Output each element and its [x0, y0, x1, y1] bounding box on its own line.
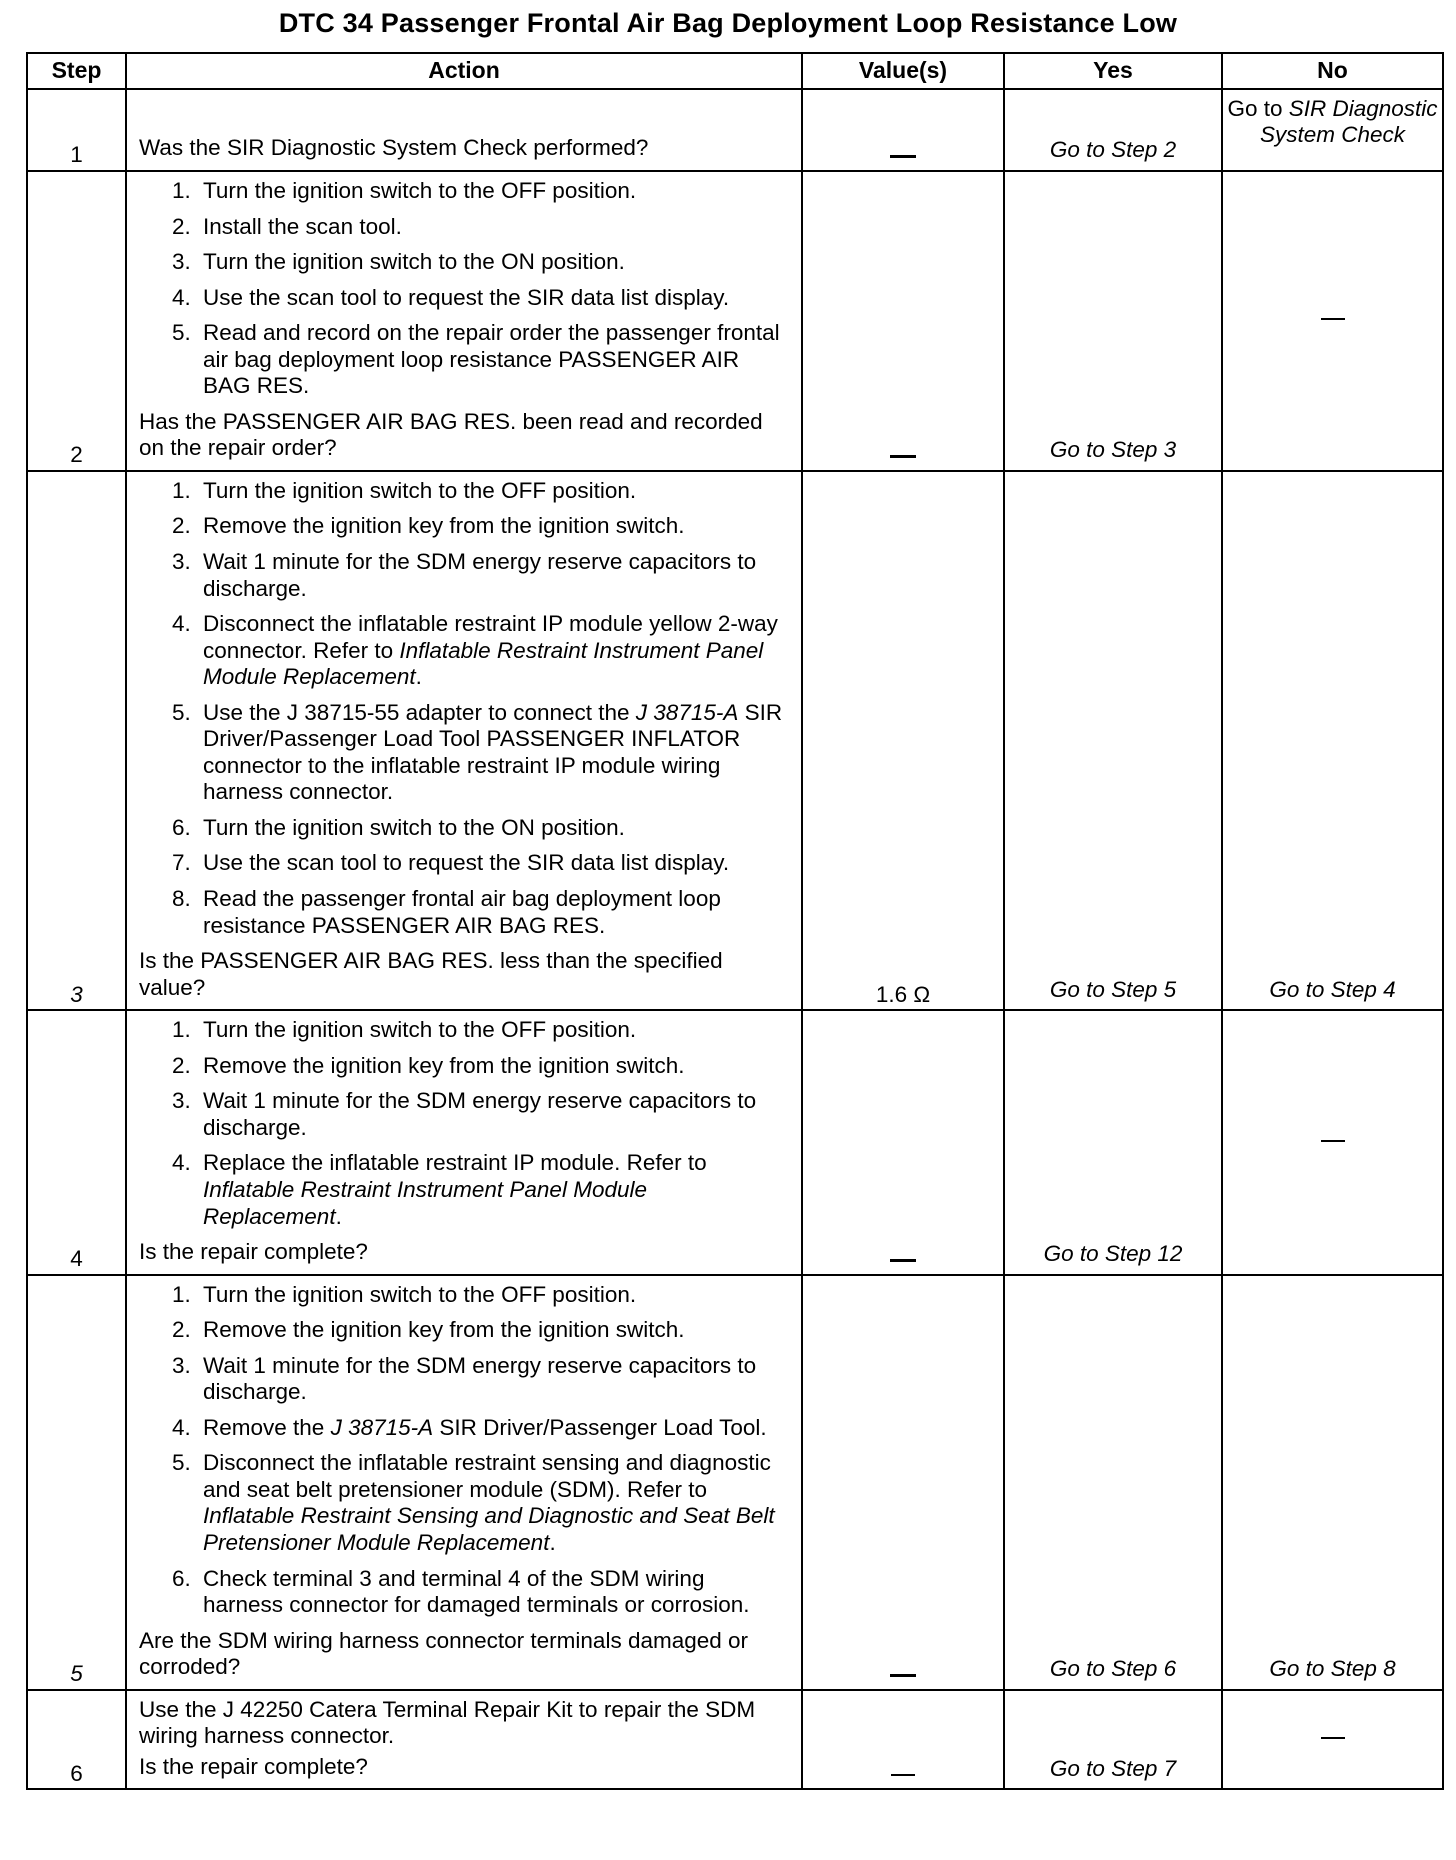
table-row-step-6	[27, 1690, 1443, 1790]
question-text: Has the PASSENGER AIR BAG RES. been read and recorded on the repair order?	[139, 408, 763, 461]
list-item: 6. Check terminal 3 and terminal 4 of the SDM wiring harness connector for damaged terminals or corrosion.	[197, 1566, 789, 1619]
step-number: 4	[27, 1010, 126, 1274]
header-step: Step	[27, 53, 126, 89]
yes-cell: Go to Step 7	[1004, 1690, 1222, 1790]
table-row-step-3	[27, 471, 1443, 1010]
value-cell: 1.6 Ω	[802, 471, 1004, 1010]
list-item	[197, 1150, 789, 1230]
list-item	[197, 611, 789, 691]
dash-mark	[1321, 1140, 1345, 1142]
question-text: Is the repair complete?	[139, 1753, 368, 1779]
tool-reference: J 38715-A	[330, 1414, 434, 1440]
no-cell	[1222, 89, 1443, 171]
yes-cell: Go to Step 2	[1004, 89, 1222, 171]
action-cell	[126, 1010, 802, 1274]
list-item	[197, 1415, 789, 1442]
list-item: 2. Remove the ignition key from the ignition switch.	[197, 1317, 789, 1344]
list-item: 3. Wait 1 minute for the SDM energy reserve capacitors to discharge.	[197, 1353, 789, 1406]
item-text: Remove the	[203, 1414, 331, 1440]
procedure-list	[139, 478, 789, 939]
header-row	[27, 53, 1443, 89]
action-cell	[126, 171, 802, 471]
value-cell	[802, 1690, 1004, 1790]
step-number: 6	[27, 1690, 126, 1790]
list-item: 7. Use the scan tool to request the SIR data list display.	[197, 850, 789, 877]
no-cell: Go to Step 4	[1222, 471, 1443, 1010]
item-text: Replace the inflatable restraint IP module. Refer to	[203, 1150, 707, 1176]
list-item: 5. Read and record on the repair order the passenger frontal air bag deployment loop resistance PASSENGER AIR BAG RES.	[197, 320, 789, 400]
question-text: Was the SIR Diagnostic System Check performed?	[139, 135, 649, 161]
procedure-list	[139, 1017, 789, 1230]
question-text: Are the SDM wiring harness connector terminals damaged or corroded?	[139, 1627, 749, 1680]
step-number: 5	[27, 1275, 126, 1690]
list-item: 2. Remove the ignition key from the ignition switch.	[197, 1053, 789, 1080]
list-item: 3. Wait 1 minute for the SDM energy reserve capacitors to discharge.	[197, 549, 789, 602]
procedure-list	[139, 178, 789, 400]
item-text: SIR Driver/Passenger Load Tool PASSENGER INFLATOR connector to the inflatable restraint IP module wiring harness connector.	[203, 699, 783, 805]
diagnostic-table	[26, 52, 1444, 1790]
no-reference: SIR Diagnostic System Check	[1259, 96, 1438, 147]
no-cell: Go to Step 8	[1222, 1275, 1443, 1690]
header-yes: Yes	[1004, 53, 1222, 89]
step-number: 2	[27, 171, 126, 471]
list-item: 8. Read the passenger frontal air bag deployment loop resistance PASSENGER AIR BAG RES.	[197, 886, 789, 939]
yes-cell: Go to Step 5	[1004, 471, 1222, 1010]
list-item: 3. Wait 1 minute for the SDM energy reserve capacitors to discharge.	[197, 1088, 789, 1141]
list-item: 4. Use the scan tool to request the SIR data list display.	[197, 285, 789, 312]
table-row-step-4	[27, 1010, 1443, 1274]
yes-cell: Go to Step 12	[1004, 1010, 1222, 1274]
reference-text: Inflatable Restraint Instrument Panel Module Replacement	[203, 1176, 647, 1229]
dash-mark	[890, 455, 916, 458]
item-text: Use the J 38715-55 adapter to connect the	[203, 699, 636, 725]
page-title: DTC 34 Passenger Frontal Air Bag Deployment Loop Resistance Low	[278, 8, 1178, 38]
item-text: .	[549, 1529, 556, 1555]
yes-cell: Go to Step 3	[1004, 171, 1222, 471]
header-no: No	[1222, 53, 1443, 89]
no-cell	[1222, 171, 1443, 471]
list-item	[197, 700, 789, 806]
item-text: .	[415, 664, 422, 690]
dash-mark	[890, 155, 916, 158]
question-text: Is the PASSENGER AIR BAG RES. less than the specified value?	[139, 948, 723, 1000]
dash-mark	[891, 1774, 915, 1776]
item-text: .	[335, 1203, 342, 1229]
dash-mark	[1321, 1737, 1345, 1739]
step-number: 1	[27, 89, 126, 171]
list-item: 1. Turn the ignition switch to the OFF position.	[197, 1017, 789, 1044]
table-row-step-5	[27, 1275, 1443, 1690]
procedure-list	[139, 1282, 789, 1619]
value-cell	[802, 171, 1004, 471]
action-text: Use the J 42250 Catera Terminal Repair Kit to repair the SDM wiring harness connector.	[139, 1696, 756, 1749]
header-values: Value(s)	[802, 53, 1004, 89]
no-cell	[1222, 1690, 1443, 1790]
no-prefix: Go to	[1227, 96, 1289, 121]
dash-mark	[890, 1259, 916, 1262]
action-cell	[126, 1275, 802, 1690]
no-cell	[1222, 1010, 1443, 1274]
table-row-step-2	[27, 171, 1443, 471]
tool-reference: J 38715-A	[635, 699, 739, 725]
action-cell	[126, 89, 802, 171]
reference-text: Inflatable Restraint Sensing and Diagnostic and Seat Belt Pretensioner Module Replacement	[203, 1503, 775, 1555]
yes-cell: Go to Step 6	[1004, 1275, 1222, 1690]
dash-mark	[1321, 318, 1345, 320]
value-cell	[802, 1010, 1004, 1274]
dash-mark	[890, 1674, 916, 1677]
header-action: Action	[126, 53, 802, 89]
value-cell	[802, 1275, 1004, 1690]
item-text: SIR Driver/Passenger Load Tool.	[433, 1414, 767, 1440]
list-item	[197, 1450, 789, 1556]
action-cell	[126, 1690, 802, 1790]
list-item: 1. Turn the ignition switch to the OFF position.	[197, 478, 789, 505]
list-item: 2. Remove the ignition key from the ignition switch.	[197, 513, 789, 540]
list-item: 1. Turn the ignition switch to the OFF position.	[197, 178, 789, 205]
list-item: 3. Turn the ignition switch to the ON position.	[197, 249, 789, 276]
list-item: 2. Install the scan tool.	[197, 214, 789, 241]
item-text: Disconnect the inflatable restraint IP module yellow 2-way connector. Refer to	[203, 611, 778, 663]
item-text: Disconnect the inflatable restraint sensing and diagnostic and seat belt pretensioner module (SDM). Refer to	[203, 1450, 771, 1502]
value-cell	[802, 89, 1004, 171]
table-row-step-1	[27, 89, 1443, 171]
action-cell	[126, 471, 802, 1010]
question-text: Is the repair complete?	[139, 1239, 368, 1265]
list-item: 1. Turn the ignition switch to the OFF position.	[197, 1282, 789, 1309]
list-item: 6. Turn the ignition switch to the ON position.	[197, 815, 789, 842]
step-number: 3	[27, 471, 126, 1010]
reference-text: Inflatable Restraint Instrument Panel Module Replacement	[203, 637, 764, 690]
